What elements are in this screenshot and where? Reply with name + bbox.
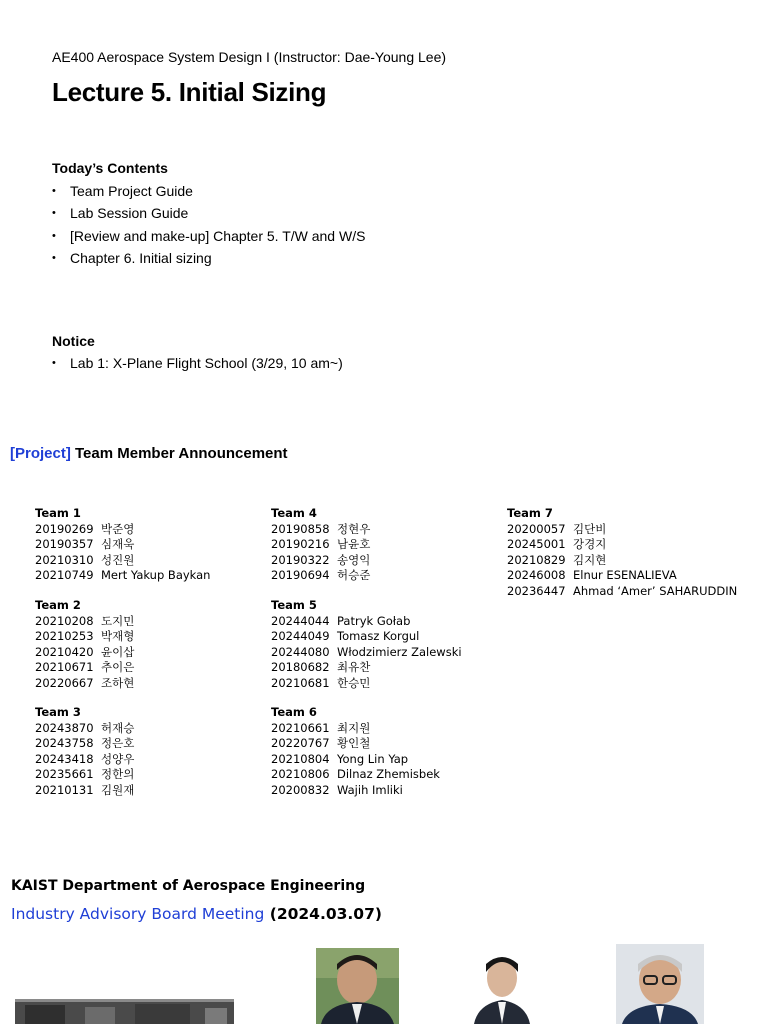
team-name: Team 3 [35, 705, 81, 719]
team-name: Team 1 [35, 506, 81, 520]
team-member [35, 645, 134, 661]
team-member [35, 537, 210, 553]
student-name: 박재형 [101, 629, 135, 643]
team-block [35, 506, 210, 584]
team-block [271, 506, 370, 584]
contents-item: • Lab Session Guide [52, 202, 365, 224]
team-block [507, 506, 737, 599]
team-block [271, 598, 462, 691]
student-id: 20244049 [271, 629, 330, 643]
student-id: 20200057 [507, 521, 566, 536]
contents-item: • [Review and make-up] Chapter 5. T/W and W/S [52, 225, 365, 247]
student-name: 조하현 [101, 675, 135, 690]
student-id: 20210671 [35, 660, 94, 674]
team-member [35, 614, 134, 630]
team-member [35, 568, 210, 584]
student-id: 20210749 [35, 568, 94, 582]
student-name: Wajih Imliki [337, 782, 403, 797]
student-name: 최지원 [337, 720, 371, 735]
student-name: Tomasz Korgul [337, 629, 420, 643]
student-name: 남윤호 [337, 537, 371, 551]
student-id: 20180682 [271, 660, 330, 674]
advisory-board-heading [11, 905, 382, 923]
student-name: 성양우 [101, 751, 135, 766]
team-member [271, 676, 462, 692]
student-name: 정한의 [101, 767, 135, 781]
student-name: 박준영 [101, 521, 135, 536]
student-name: 송영익 [337, 552, 371, 567]
team-member [507, 553, 737, 569]
student-name: Patryk Gołab [337, 613, 411, 628]
team-member [271, 553, 370, 569]
team-member [271, 568, 370, 584]
student-name: 정은호 [101, 736, 135, 750]
student-name: 한승민 [337, 675, 371, 690]
student-id: 20190322 [271, 552, 330, 567]
team-block [271, 705, 440, 798]
student-name: 심재욱 [101, 537, 135, 551]
student-name: 성진원 [101, 552, 135, 567]
team-member [35, 553, 210, 569]
student-name: Włodzimierz Zalewski [337, 644, 462, 659]
student-id: 20210208 [35, 613, 94, 628]
advisory-board-link[interactable]: Industry Advisory Board Meeting [11, 905, 265, 923]
team-name: Team 2 [35, 598, 81, 612]
notice-list [52, 352, 343, 374]
contents-heading: Today’s Contents [52, 160, 168, 176]
student-name: 김원재 [101, 782, 135, 797]
team-member [35, 522, 210, 538]
student-name: 황인철 [337, 736, 371, 750]
course-title: AE400 Aerospace System Design I (Instructor: Dae-Young Lee) [52, 49, 447, 65]
student-id: 20220667 [35, 675, 94, 690]
contents-item: • Chapter 6. Initial sizing [52, 247, 365, 269]
team-member [271, 629, 462, 645]
student-id: 20243870 [35, 720, 94, 735]
student-id: 20210681 [271, 675, 330, 690]
team-member [35, 783, 134, 799]
student-name: Dilnaz Zhemisbek [337, 767, 440, 781]
team-member [271, 736, 440, 752]
team-member [271, 752, 440, 768]
team-member [271, 614, 462, 630]
team-name: Team 7 [507, 506, 553, 520]
student-id: 20210420 [35, 644, 94, 659]
student-name: Mert Yakup Baykan [101, 568, 211, 582]
student-id: 20210806 [271, 767, 330, 781]
team-name: Team 4 [271, 506, 317, 520]
student-name: 최유찬 [337, 660, 371, 674]
student-name: 강경지 [573, 537, 607, 551]
student-id: 20210131 [35, 782, 94, 797]
student-name: Yong Lin Yap [337, 751, 409, 766]
contents-item: • Team Project Guide [52, 180, 365, 202]
meeting-room-photo [15, 999, 234, 1024]
student-id: 20243758 [35, 736, 94, 750]
student-id: 20210661 [271, 720, 330, 735]
meeting-date: (2024.03.07) [264, 905, 382, 923]
team-member [35, 676, 134, 692]
student-id: 20244080 [271, 644, 330, 659]
student-id: 20244044 [271, 613, 330, 628]
team-member [507, 537, 737, 553]
team-member [271, 522, 370, 538]
team-member [271, 537, 370, 553]
team-member [507, 584, 737, 600]
team-member [507, 568, 737, 584]
student-id: 20243418 [35, 751, 94, 766]
student-name: 김단비 [573, 521, 607, 536]
team-member [271, 645, 462, 661]
student-name: 허승준 [337, 568, 371, 582]
student-id: 20190269 [35, 521, 94, 536]
team-member [35, 736, 134, 752]
team-member [271, 783, 440, 799]
student-name: 도지민 [101, 613, 135, 628]
student-id: 20210310 [35, 552, 94, 567]
student-id: 20210253 [35, 629, 94, 643]
team-member [271, 767, 440, 783]
team-member [35, 767, 134, 783]
student-id: 20200832 [271, 782, 330, 797]
notice-heading: Notice [52, 333, 95, 349]
notice-item: • Lab 1: X-Plane Flight School (3/29, 10 am~) [52, 352, 343, 374]
team-member [35, 629, 134, 645]
portrait-photo [472, 948, 532, 1024]
student-name: Elnur ESENALIEVA [573, 568, 677, 582]
student-id: 20236447 [507, 583, 566, 598]
student-name: 윤이삽 [101, 644, 135, 659]
team-block [35, 598, 134, 691]
student-name: 정현우 [337, 521, 371, 536]
team-block [35, 705, 134, 798]
student-id: 20210804 [271, 751, 330, 766]
portrait-photo [316, 948, 399, 1024]
student-id: 20210829 [507, 552, 566, 567]
student-id: 20220767 [271, 736, 330, 750]
student-name: 김지현 [573, 552, 607, 567]
student-id: 20246008 [507, 568, 566, 582]
team-name: Team 5 [271, 598, 317, 612]
student-id: 20245001 [507, 537, 566, 551]
student-name: Ahmad ‘Amer’ SAHARUDDIN [573, 583, 738, 598]
student-id: 20190357 [35, 537, 94, 551]
team-member [507, 522, 737, 538]
department-name: KAIST Department of Aerospace Engineering [11, 878, 366, 894]
team-name: Team 6 [271, 705, 317, 719]
team-member [35, 752, 134, 768]
project-tag-link[interactable]: [Project] [10, 445, 71, 462]
student-id: 20190694 [271, 568, 330, 582]
student-name: 허재승 [101, 720, 135, 735]
team-member [271, 721, 440, 737]
student-id: 20235661 [35, 767, 94, 781]
contents-list [52, 180, 365, 269]
student-name: 추이은 [101, 660, 135, 674]
student-id: 20190216 [271, 537, 330, 551]
student-id: 20190858 [271, 521, 330, 536]
lecture-title: Lecture 5. Initial Sizing [52, 77, 327, 107]
portrait-photo [616, 944, 704, 1024]
team-member [271, 660, 462, 676]
team-member [35, 660, 134, 676]
team-member [35, 721, 134, 737]
project-heading-text: Team Member Announcement [70, 445, 288, 462]
project-heading [10, 445, 288, 462]
